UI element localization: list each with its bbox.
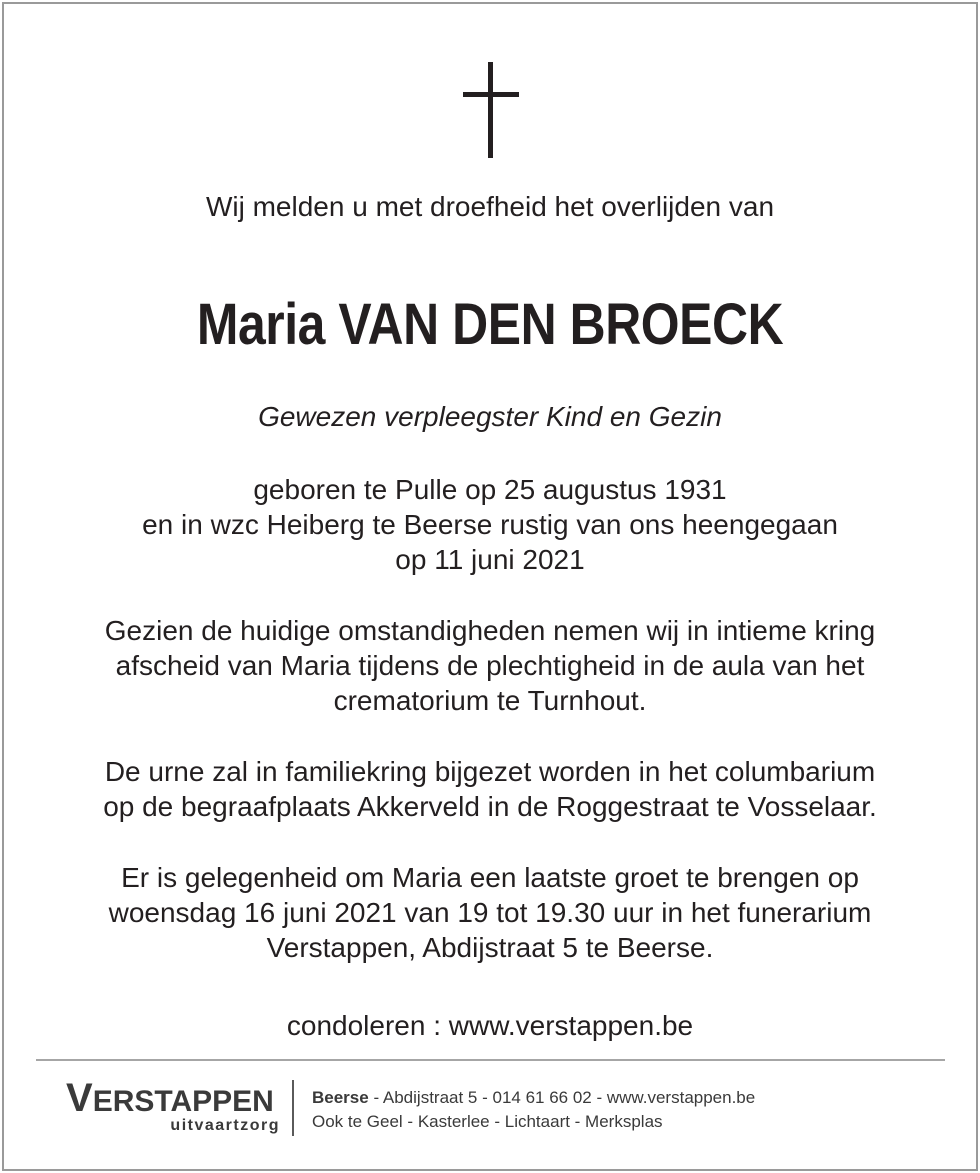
text-line: Verstappen, Abdijstraat 5 te Beerse. [266,932,714,963]
funeral-home-logo [66,1078,280,1138]
intro-text: Wij melden u met droefheid het overlijden van [205,191,775,222]
logo-subtitle: uitvaartzorg [170,1117,280,1134]
footer-divider [36,1059,945,1061]
visitation-paragraph [0,860,980,965]
logo-rest: ERSTAPPEN [92,1085,274,1118]
text-line: geboren te Pulle op 25 augustus 1931 [253,474,727,505]
cross-icon [461,62,521,160]
text-line: De urne zal in familiekring bijgezet worden in het columbarium [104,756,876,787]
text-line: en in wzc Heiberg te Beerse rustig van ons heengegaan [142,509,838,540]
logo-initial: V [66,1076,93,1120]
farewell-paragraph [0,613,980,718]
text-line: crematorium te Turnhout. [333,685,647,716]
contact-line [312,1086,755,1110]
text-line: Gezien de huidige omstandigheden nemen wij in intieme kring [104,615,876,646]
text-line: afscheid van Maria tijdens de plechtigheid in de aula van het [115,650,865,681]
footer-separator [292,1080,294,1136]
occupation: Gewezen verpleegster Kind en Gezin [258,401,722,432]
deceased-name: Maria VAN DEN BROECK [196,292,784,357]
condolences-link[interactable]: condoleren : www.verstappen.be [286,1010,694,1041]
text-line: woensdag 16 juni 2021 van 19 tot 19.30 uur in het funerarium [108,897,872,928]
urn-paragraph [0,754,980,824]
contact-city: Beerse [312,1088,369,1107]
announcement-frame [2,2,978,1171]
birth-death-paragraph [0,472,980,577]
branches-line: Ook te Geel - Kasterlee - Lichtaart - Merksplas [312,1112,663,1131]
contact-address: - Abdijstraat 5 - 014 61 66 02 - www.verstappen.be [368,1088,756,1107]
text-line: op de begraafplaats Akkerveld in de Roggestraat te Vosselaar. [103,791,877,822]
text-line: Er is gelegenheid om Maria een laatste groet te brengen op [121,862,859,893]
text-line: op 11 juni 2021 [395,544,585,575]
footer-contact [312,1086,755,1134]
